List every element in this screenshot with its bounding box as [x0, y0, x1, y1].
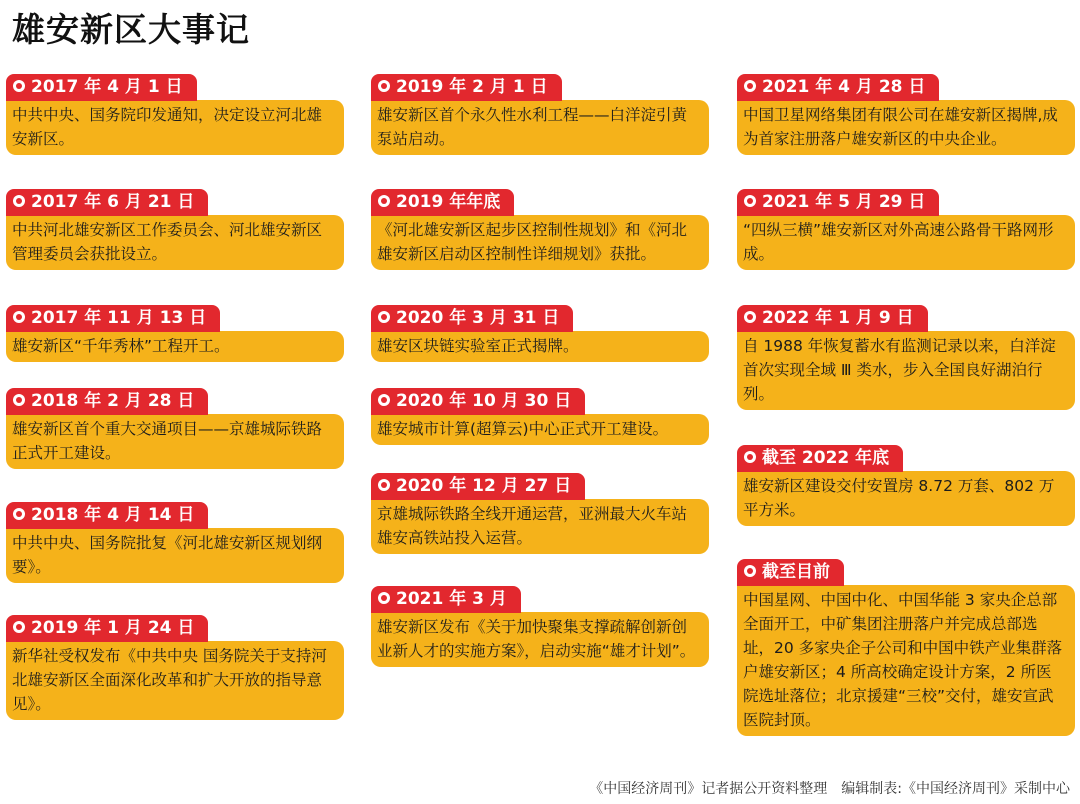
event-text: 中共河北雄安新区工作委员会、河北雄安新区管理委员会获批设立。: [6, 215, 344, 270]
page-title: 雄安新区大事记: [12, 10, 250, 49]
event-2019-year-end: [371, 189, 709, 270]
event-date: 2021 年 5 月 29 日: [762, 192, 926, 212]
source-credit: 《中国经济周刊》记者据公开资料整理 编辑制表:《中国经济周刊》采制中心: [589, 781, 1070, 797]
event-2017-11-13: [6, 305, 344, 362]
event-date-tab: [6, 615, 208, 642]
event-2021-05-29: [737, 189, 1075, 270]
event-text: 雄安新区“千年秀林”工程开工。: [6, 331, 344, 362]
event-text: 《河北雄安新区起步区控制性规划》和《河北雄安新区启动区控制性详细规划》获批。: [371, 215, 709, 270]
event-date-tab: [737, 445, 903, 472]
event-date: 2019 年 1 月 24 日: [31, 618, 195, 638]
event-text: 京雄城际铁路全线开通运营，亚洲最大火车站雄安高铁站投入运营。: [371, 499, 709, 554]
event-date-tab: [371, 74, 562, 101]
event-date: 2020 年 3 月 31 日: [396, 308, 560, 328]
bullet-icon: [13, 195, 25, 207]
event-text: 自 1988 年恢复蓄水有监测记录以来，白洋淀首次实现全域 Ⅲ 类水，步入全国良好湖泊行列。: [737, 331, 1075, 410]
event-date: 2017 年 11 月 13 日: [31, 308, 207, 328]
event-date: 2020 年 10 月 30 日: [396, 391, 572, 411]
event-text: 中国卫星网络集团有限公司在雄安新区揭牌,成为首家注册落户雄安新区的中央企业。: [737, 100, 1075, 155]
event-date: 截至目前: [762, 562, 830, 582]
bullet-icon: [378, 394, 390, 406]
event-date: 2021 年 3 月: [396, 589, 507, 609]
event-date-tab: [737, 305, 928, 332]
event-text: “四纵三横”雄安新区对外高速公路骨干路网形成。: [737, 215, 1075, 270]
event-date-tab: [371, 189, 514, 216]
event-text: 新华社受权发布《中共中央 国务院关于支持河北雄安新区全面深化改革和扩大开放的指导意见》。: [6, 641, 344, 720]
event-2022-year-end: [737, 445, 1075, 526]
event-2018-02-28: [6, 388, 344, 469]
bullet-icon: [13, 508, 25, 520]
event-date-tab: [737, 559, 844, 586]
event-date-tab: [6, 502, 208, 529]
event-2018-04-14: [6, 502, 344, 583]
event-2021-03: [371, 586, 709, 667]
event-date-tab: [6, 305, 220, 332]
event-date-tab: [371, 388, 585, 415]
bullet-icon: [378, 311, 390, 323]
event-2020-10-30: [371, 388, 709, 445]
bullet-icon: [744, 565, 756, 577]
event-2017-06-21: [6, 189, 344, 270]
event-text: 中共中央、国务院批复《河北雄安新区规划纲要》。: [6, 528, 344, 583]
event-text: 雄安新区首个重大交通项目——京雄城际铁路正式开工建设。: [6, 414, 344, 469]
bullet-icon: [13, 621, 25, 633]
bullet-icon: [13, 394, 25, 406]
event-text: 中国星网、中国中化、中国华能 3 家央企总部全面开工，中矿集团注册落户并完成总部选址，20 多家央企子公司和中国中铁产业集群落户雄安新区；4 所高校确定设计方案，2 所医院选址落位；北京援建“三校”交付，雄安宣武医院封顶。: [737, 585, 1075, 736]
bullet-icon: [378, 479, 390, 491]
bullet-icon: [378, 80, 390, 92]
event-date-tab: [6, 189, 208, 216]
event-2020-12-27: [371, 473, 709, 554]
event-date: 2018 年 2 月 28 日: [31, 391, 195, 411]
event-current: [737, 559, 1075, 736]
event-date-tab: [371, 473, 585, 500]
event-text: 雄安新区建设交付安置房 8.72 万套、802 万平方米。: [737, 471, 1075, 526]
event-text: 雄安新区发布《关于加快聚集支撑疏解创新创业新人才的实施方案》，启动实施“雄才计划”。: [371, 612, 709, 667]
event-text: 雄安新区首个永久性水利工程——白洋淀引黄泵站启动。: [371, 100, 709, 155]
event-date: 2022 年 1 月 9 日: [762, 308, 914, 328]
bullet-icon: [13, 80, 25, 92]
bullet-icon: [744, 451, 756, 463]
bullet-icon: [378, 592, 390, 604]
event-date: 2020 年 12 月 27 日: [396, 476, 572, 496]
event-date-tab: [6, 388, 208, 415]
event-2019-01-24: [6, 615, 344, 720]
event-date-tab: [737, 189, 939, 216]
event-2022-01-09: [737, 305, 1075, 410]
bullet-icon: [378, 195, 390, 207]
event-date-tab: [6, 74, 197, 101]
event-date-tab: [737, 74, 939, 101]
event-date: 2021 年 4 月 28 日: [762, 77, 926, 97]
event-2019-02-01: [371, 74, 709, 155]
event-date: 2019 年 2 月 1 日: [396, 77, 548, 97]
event-date: 截至 2022 年底: [762, 448, 890, 468]
bullet-icon: [744, 80, 756, 92]
bullet-icon: [744, 311, 756, 323]
event-date: 2019 年年底: [396, 192, 501, 212]
event-2021-04-28: [737, 74, 1075, 155]
event-text: 中共中央、国务院印发通知，决定设立河北雄安新区。: [6, 100, 344, 155]
event-date-tab: [371, 586, 521, 613]
event-date: 2018 年 4 月 14 日: [31, 505, 195, 525]
event-text: 雄安城市计算(超算云)中心正式开工建设。: [371, 414, 709, 445]
event-date-tab: [371, 305, 573, 332]
event-2020-03-31: [371, 305, 709, 362]
event-date: 2017 年 6 月 21 日: [31, 192, 195, 212]
bullet-icon: [744, 195, 756, 207]
event-text: 雄安区块链实验室正式揭牌。: [371, 331, 709, 362]
bullet-icon: [13, 311, 25, 323]
event-date: 2017 年 4 月 1 日: [31, 77, 183, 97]
event-2017-04-01: [6, 74, 344, 155]
